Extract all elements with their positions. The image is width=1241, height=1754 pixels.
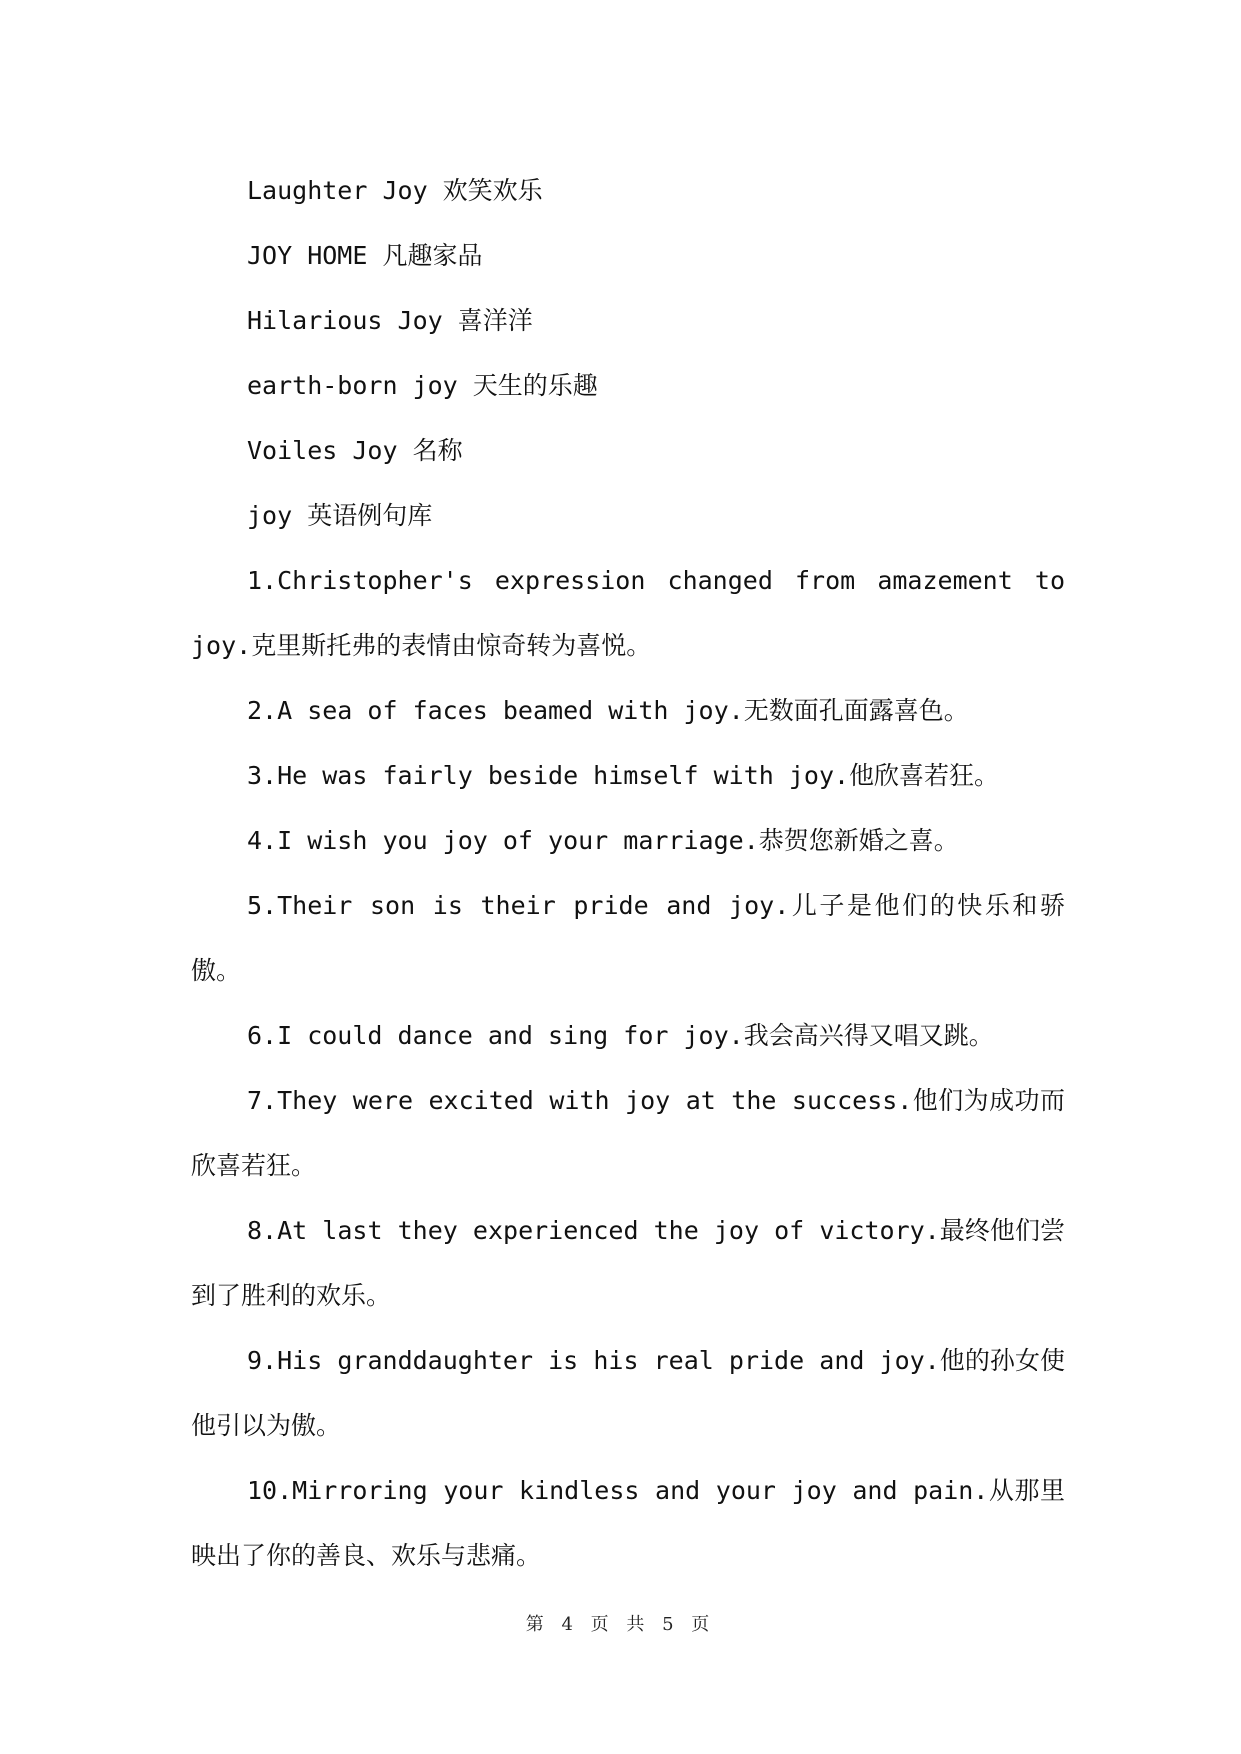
example-sentence: 3.He was fairly beside himself with joy.他欣喜若狂。 [247, 761, 1000, 790]
document-body [191, 158, 1065, 1588]
example-sentence: 4.I wish you joy of your marriage.恭贺您新婚之喜。 [247, 826, 959, 855]
text-line: Laughter Joy 欢笑欢乐 [247, 176, 543, 205]
example-sentence: 7.They were excited with joy at the success.他们为成功而 [247, 1086, 1065, 1115]
text-line: Voiles Joy 名称 [247, 436, 463, 465]
example-sentence: 1.Christopher's expression changed from amazement to [247, 566, 1065, 595]
page-number-footer: 第 4 页 共 5 页 [525, 1614, 716, 1635]
example-sentence: 2.A sea of faces beamed with joy.无数面孔面露喜色。 [247, 696, 969, 725]
section-heading: joy 英语例句库 [247, 501, 433, 530]
text-line: JOY HOME 凡趣家品 [247, 241, 483, 270]
example-sentence-continuation: 到了胜利的欢乐。 [191, 1281, 392, 1310]
example-sentence-continuation: 他引以为傲。 [191, 1411, 342, 1440]
example-sentence-continuation: joy.克里斯托弗的表情由惊奇转为喜悦。 [191, 631, 652, 660]
text-line: earth-born joy 天生的乐趣 [247, 371, 598, 400]
example-sentence-continuation: 傲。 [191, 956, 242, 985]
text-line: Hilarious Joy 喜洋洋 [247, 306, 533, 335]
example-sentence: 6.I could dance and sing for joy.我会高兴得又唱又跳。 [247, 1021, 994, 1050]
example-sentence: 5.Their son is their pride and joy.儿子是他们的快乐和骄 [247, 891, 1065, 920]
example-sentence: 9.His granddaughter is his real pride and joy.他的孙女使 [247, 1346, 1065, 1375]
example-sentence-continuation: 欣喜若狂。 [191, 1151, 317, 1180]
example-sentence: 8.At last they experienced the joy of victory.最终他们尝 [247, 1216, 1065, 1245]
example-sentence-continuation: 映出了你的善良、欢乐与悲痛。 [191, 1541, 542, 1570]
example-sentence: 10.Mirroring your kindless and your joy and pain.从那里 [247, 1476, 1065, 1505]
